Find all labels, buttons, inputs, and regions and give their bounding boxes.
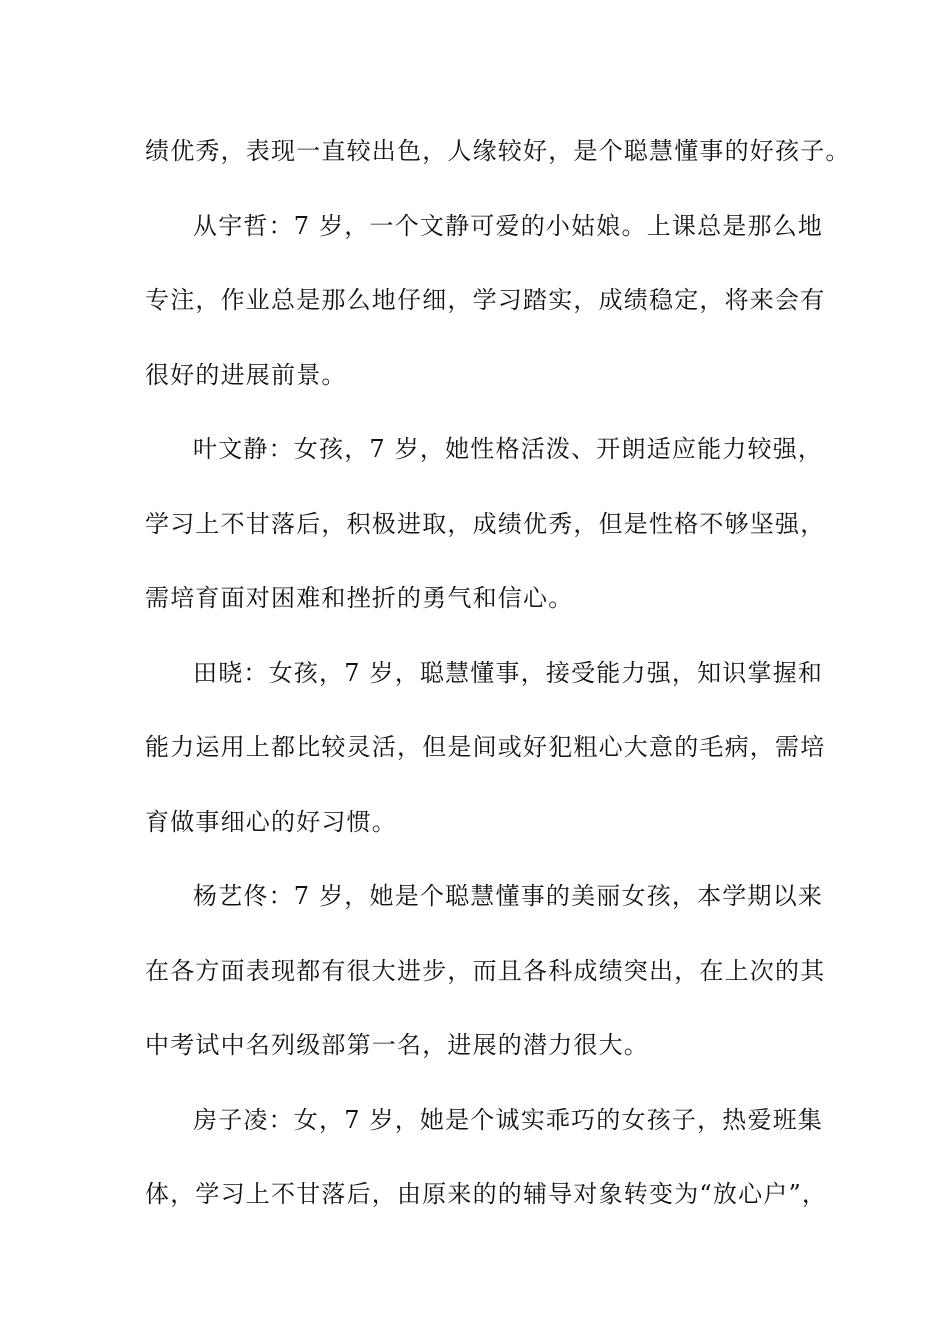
text-line: 育做事细心的好习惯。: [145, 807, 397, 836]
text-line: 田晓：女孩，7 岁，聪慧懂事，接受能力强，知识掌握和: [193, 658, 824, 687]
text-line: 房子凌：女，7 岁，她是个诚实乖巧的女孩子，热爱班集: [193, 1105, 824, 1134]
text-line: 很好的进展前景。: [145, 360, 347, 389]
text-line: 叶文静：女孩，7 岁，她性格活泼、开朗适应能力较强，: [193, 435, 824, 463]
text-line: 中考试中名列级部第一名，进展的潜力很大。: [145, 1031, 649, 1059]
text-line: 能力运用上都比较灵活，但是间或好犯粗心大意的毛病，需培: [145, 733, 826, 761]
text-line: 需培育面对困难和挫折的勇气和信心。: [145, 584, 574, 612]
text-line: 杨艺佟：7 岁，她是个聪慧懂事的美丽女孩，本学期以来: [193, 882, 824, 910]
text-line: 学习上不甘落后，积极进取，成绩优秀，但是性格不够坚强，: [145, 509, 826, 538]
text-line: 体，学习上不甘落后，由原来的的辅导对象转变为“放心户”，: [145, 1180, 828, 1208]
text-line: 专注，作业总是那么地仔细，学习踏实，成绩稳定，将来会有: [145, 286, 826, 314]
text-line: 绩优秀，表现一直较出色，人缘较好，是个聪慧懂事的好孩子。: [145, 137, 851, 165]
text-line: 从宇哲：7 岁，一个文静可爱的小姑娘。上课总是那么地: [193, 211, 824, 240]
document-body: [145, 121, 851, 1239]
text-line: 在各方面表现都有很大进步，而且各科成绩突出，在上次的其: [145, 956, 826, 985]
